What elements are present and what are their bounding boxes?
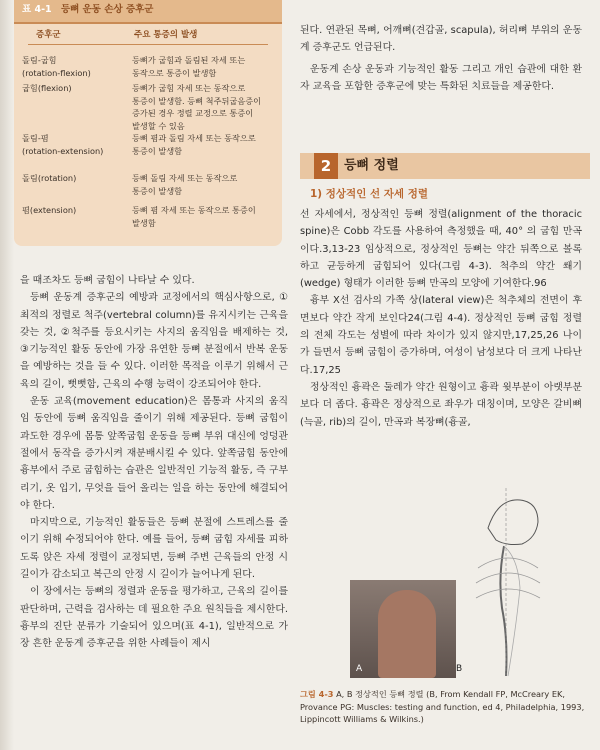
paragraph: 흉부 X선 검사의 가쪽 상(lateral view)은 척추체의 전면이 후면보다 약간 작게 보인다24(그림 4-4). 정상적인 등뼈 굽힘 정렬의 전체 각도는 성별에 따라 차이가 있지 않지만,17,25,26 나이가 들면서 등뼈 굽힘이 증가하며, 여성이 남성보다 더 크게 나타난다.17,25	[300, 295, 582, 376]
left-column	[20, 272, 288, 653]
table-column-headers	[14, 28, 282, 42]
paragraph: 마지막으로, 기능적인 활동들은 등뼈 분절에 스트레스를 줄이기 위해 수정되어야 한다. 예를 들어, 등뼈 굽힘 자세를 피하도록 앉은 자세 정렬이 교정되면, 등뼈 주변 근육들의 안정 시 길이가 감소되고 복근의 안정 시 길이가 늘어나게 된다.	[20, 517, 288, 581]
subsection-heading: 1) 정상적인 선 자세 정렬	[310, 188, 429, 200]
figure-label-a: A	[356, 664, 363, 674]
table-cell-syndrome: 돌림-폄 (rotation-extension)	[22, 133, 104, 156]
paragraph: 을 때조차도 등뼈 굽힘이 나타날 수 있다.	[20, 275, 195, 286]
paragraph: 된다. 연관된 목뼈, 어깨뼈(견갑골, scapula), 허리뼈 부위의 운동계 증후군도 언급된다.	[300, 25, 582, 54]
paragraph: 이 장에서는 등뼈의 정렬과 운동을 평가하고, 근육의 길이를 판단하며, 근력을 검사하는 데 필요한 주요 원칙들을 제시한다. 흉부의 진단 분류가 기술되어 있으며(표 4-1), 일반적으로 가장 흔한 운동계 증후군을 위한 사례들이 제시	[20, 586, 288, 650]
paragraph: 운동 교육(movement education)은 몸통과 사지의 움직임 동안에 등뼈 움직임을 줄이기 위해 제공된다. 등뼈 굽힘이 과도한 경우에 몸통 앞쪽굽힘 운동을 등뼈 부위 대신에 엉덩관절에서 동작을 증가시켜 재분배시킬 수 있다. 앞쪽굽힘 동안에 흉부에서 주로 굽힘하는 습관은 일반적인 기능적 활동, 즉 구부리기, 옷 입기, 무엇을 들어 올리는 일을 하는 동안에 해결되어야 한다.	[20, 396, 288, 511]
figure-4-3	[340, 488, 580, 678]
table-col-pain: 주요 통증의 발생	[134, 30, 198, 40]
paragraph: 정상적인 흉곽은 둘레가 약간 원형이고 흉곽 윗부분이 아랫부분보다 더 좁다. 흉곽은 정상적으로 좌우가 대칭이며, 모양은 갈비뼈(늑골, rib)의 길이, 만곡과 복장뼈(흉골,	[300, 381, 582, 428]
section-title: 등뼈 정렬	[344, 158, 399, 173]
right-column-body	[300, 206, 582, 431]
table-header	[14, 0, 282, 24]
skeleton-illustration	[458, 488, 578, 678]
figure-photo-a	[350, 580, 456, 678]
table-cell-pain: 등뼈 폄 자세 또는 동작으로 통증이 발생함	[132, 205, 256, 228]
table-rule	[28, 44, 268, 45]
table-cell-syndrome: 굽힘(flexion)	[22, 83, 72, 93]
table-cell-pain: 등뼈 폄과 돌림 자세 또는 동작으로 통증이 발생함	[132, 133, 256, 156]
table-4-1	[14, 0, 282, 246]
table-col-syndrome: 증후군	[36, 30, 61, 40]
figure-label-b: B	[456, 664, 463, 674]
table-cell-syndrome: 돌림-굽힘 (rotation-flexion)	[22, 55, 91, 78]
table-title: 등뼈 운동 손상 증후군	[60, 4, 154, 15]
table-cell-pain: 등뼈가 굽힘 자세 또는 동작으로 통증이 발생함. 등뼈 척주뒤굽음증이 증가된 경우 정렬 교정으로 통증이 발생할 수 있음	[132, 83, 262, 131]
paragraph: 선 자세에서, 정상적인 등뼈 정렬(alignment of the thoracic spine)은 Cobb 각도를 사용하여 측정했을 때, 40° 의 굽힘 만곡이다.3,13-23 임상적으로, 정상적인 등뼈는 약간 뒤쪽으로 볼록하고 균등하게 굽힘되어 있다(그림 4-3). 척추의 약간 쐐기(wedge) 형태가 이러한 등뼈 만곡의 모양에 기여한다.96	[300, 209, 582, 290]
table-number: 표 4-1	[22, 4, 52, 15]
right-column-top	[300, 22, 582, 95]
table-cell-pain: 등뼈 돌림 자세 또는 동작으로 통증이 발생함	[132, 173, 238, 196]
figure-caption	[300, 688, 586, 726]
book-gutter	[0, 0, 14, 750]
section-number: 2	[314, 153, 338, 179]
caption-text: A, B 정상적인 등뼈 정렬 (B, From Kendall FP, McCreary EK, Provance PG: Muscles: testing and function, ed 4, Philadelphia, 1993, Lippincott Williams & Wilkins.)	[300, 689, 585, 724]
paragraph: 등뼈 운동계 증후군의 예방과 교정에서의 핵심사항으로, ①최적의 정렬로 척주(vertebral column)를 유지시키는 근육을 갖는 것, ②척주를 등요시키는 사지의 움직임을 배제하는 것, ③기능적인 활동 동안에 가장 유연한 등뼈 분절에서 반복 운동을 예방하는 것을 들 수 있다. 이러한 목적을 이루기 위해서 근육의 길이, 뻣뻣함, 근육의 수행 능력이 강조되어야 한다.	[20, 292, 288, 390]
table-cell-syndrome: 폄(extension)	[22, 205, 77, 215]
paragraph: 운동계 손상 운동과 기능적인 활동 그리고 개인 습관에 대한 환자 교육을 포함한 증후군에 맞는 특화된 치료들을 제공한다.	[300, 63, 582, 92]
table-cell-syndrome: 돌림(rotation)	[22, 173, 77, 183]
section-heading	[300, 153, 590, 179]
caption-label: 그림 4-3	[300, 689, 334, 699]
table-cell-pain: 등뼈가 굽힘과 돌림된 자세 또는 동작으로 통증이 발생함	[132, 55, 246, 78]
torso-silhouette	[378, 590, 436, 678]
